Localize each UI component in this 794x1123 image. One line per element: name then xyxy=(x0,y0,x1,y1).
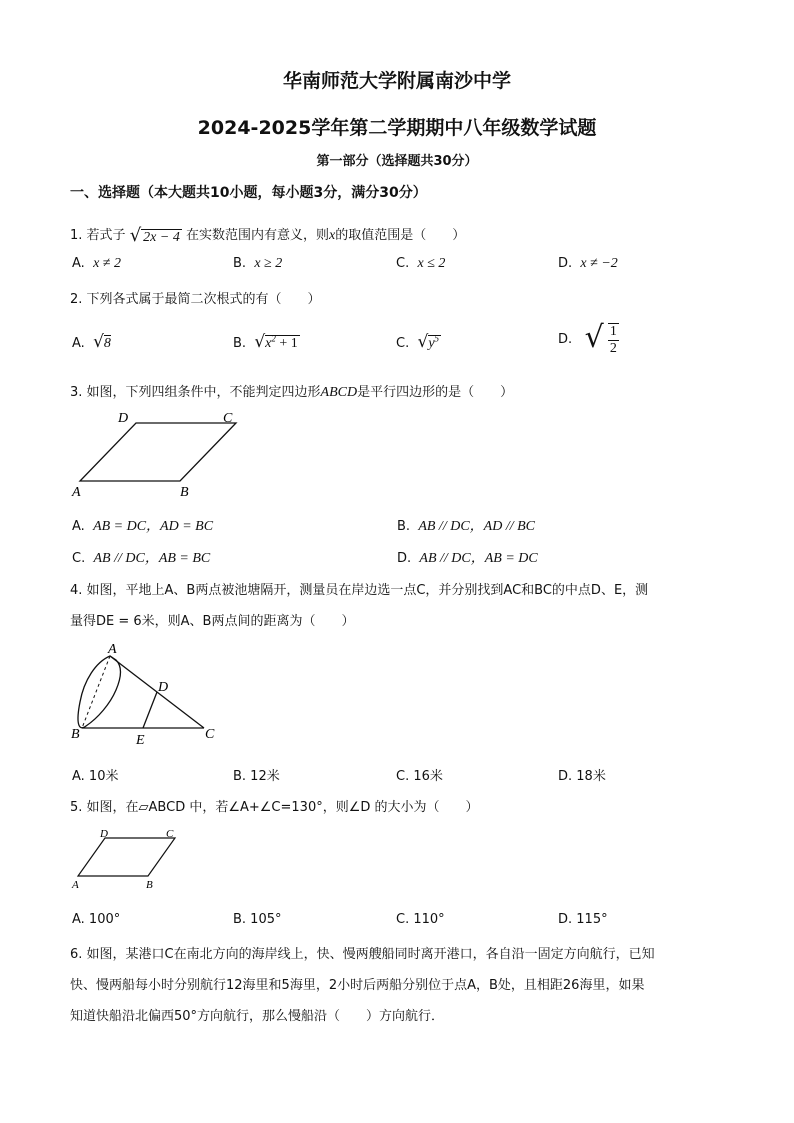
question-2: 2. 下列各式属于最简二次根式的有（ ） xyxy=(70,292,321,307)
q2-option-c[interactable]: C. $√y^5$ xyxy=(396,332,440,352)
q3-label-a: A xyxy=(72,485,81,500)
question-6-line-2: 快、慢两船每小时分别航行12海里和5海里，2小时后两船分别位于点A，B处，且相距26海里，如果 xyxy=(70,978,645,993)
q3-option-a[interactable]: A. AB = DC，AD = BC xyxy=(72,519,214,534)
q5-option-b[interactable]: B. 105° xyxy=(233,912,282,927)
q5-label-d: D xyxy=(100,828,108,840)
q2-option-d[interactable]: D. √ $\frac{1}{2}$ xyxy=(558,320,617,356)
q5-parallelogram-figure xyxy=(70,826,190,892)
q2-option-b[interactable]: B. $√x^2 + 1$ xyxy=(233,332,298,352)
q4-label-a: A xyxy=(108,642,117,657)
section-heading: 一、选择题（本大题共10小题，每小题3分，满分30分） xyxy=(70,185,427,201)
q4-option-b[interactable]: B. 12米 xyxy=(233,769,280,784)
q3-option-c[interactable]: C. AB // DC，AB = BC xyxy=(72,551,211,566)
q1-text-post: 的取值范围是（ ） xyxy=(335,228,466,243)
q5-label-a: A xyxy=(72,879,79,891)
q2-option-a[interactable]: A. √8 xyxy=(72,332,111,352)
question-4-line-1: 4. 如图，平地上A、B两点被池塘隔开，测量员在岸边选一点C，并分别找到AC和BC的中点D、E，测 xyxy=(70,583,649,598)
exam-title: 2024-2025学年第二学期期中八年级数学试题 xyxy=(197,117,597,139)
q3-abcd: ABCD xyxy=(320,385,358,400)
q3-option-b[interactable]: B. AB // DC，AD // BC xyxy=(397,519,535,534)
q3-label-d: D xyxy=(118,411,129,426)
q4-option-d[interactable]: D. 18米 xyxy=(558,769,606,784)
q1-option-a[interactable]: A. x ≠ 2 xyxy=(72,256,121,271)
question-6-line-3: 知道快船沿北偏西50°方向航行，那么慢船沿（ ）方向航行． xyxy=(70,1009,445,1024)
question-1 xyxy=(70,224,465,246)
q4-label-b: B xyxy=(71,727,80,742)
q4-label-d: D xyxy=(158,680,169,695)
question-4-line-2: 量得DE = 6米，则A、B两点间的距离为（ ） xyxy=(70,614,355,629)
q3-option-d[interactable]: D. AB // DC，AB = DC xyxy=(397,551,538,566)
q3-parallelogram-figure xyxy=(68,408,248,500)
question-5: 5. 如图，在▱ABCD 中，若∠A+∠C=130°，则∠D 的大小为（ ） xyxy=(70,800,479,815)
q5-option-a[interactable]: A. 100° xyxy=(72,912,121,927)
part-heading: 第一部分（选择题共30分） xyxy=(316,154,478,169)
q1-option-d[interactable]: D. x ≠ −2 xyxy=(558,256,618,271)
q4-option-a[interactable]: A. 10米 xyxy=(72,769,119,784)
q1-sqrt: √ 2x − 4 xyxy=(129,225,180,246)
q5-option-d[interactable]: D. 115° xyxy=(558,912,608,927)
q4-option-c[interactable]: C. 16米 xyxy=(396,769,443,784)
q4-pond-outline xyxy=(78,656,121,728)
q4-label-e: E xyxy=(136,733,145,748)
q1-option-b[interactable]: B. x ≥ 2 xyxy=(233,256,283,271)
q5-parallelogram xyxy=(78,838,175,876)
q5-label-c: C xyxy=(166,828,174,840)
q4-label-c: C xyxy=(205,727,215,742)
q5-option-c[interactable]: C. 110° xyxy=(396,912,445,927)
q3-parallelogram xyxy=(80,423,236,481)
q1-radicand: 2x − 4 xyxy=(143,230,180,245)
q4-pond-figure xyxy=(66,640,226,752)
question-3: 3. 如图，下列四组条件中，不能判定四边形ABCD是平行四边形的是（ ） xyxy=(70,385,514,400)
q1-var: x xyxy=(329,228,336,243)
q1-text-pre: 1. 若式子 xyxy=(70,228,126,243)
q5-label-b: B xyxy=(146,879,153,891)
question-6-line-1: 6. 如图，某港口C在南北方向的海岸线上，快、慢两艘船同时离开港口，各自沿一固定方向航行，已知 xyxy=(70,947,655,962)
school-title: 华南师范大学附属南沙中学 xyxy=(282,70,511,92)
q1-option-c[interactable]: C. x ≤ 2 xyxy=(396,256,446,271)
q3-label-b: B xyxy=(180,485,189,500)
q3-label-c: C xyxy=(223,411,233,426)
q4-line-de xyxy=(143,692,157,728)
q1-text-mid: 在实数范围内有意义，则 xyxy=(185,228,329,243)
